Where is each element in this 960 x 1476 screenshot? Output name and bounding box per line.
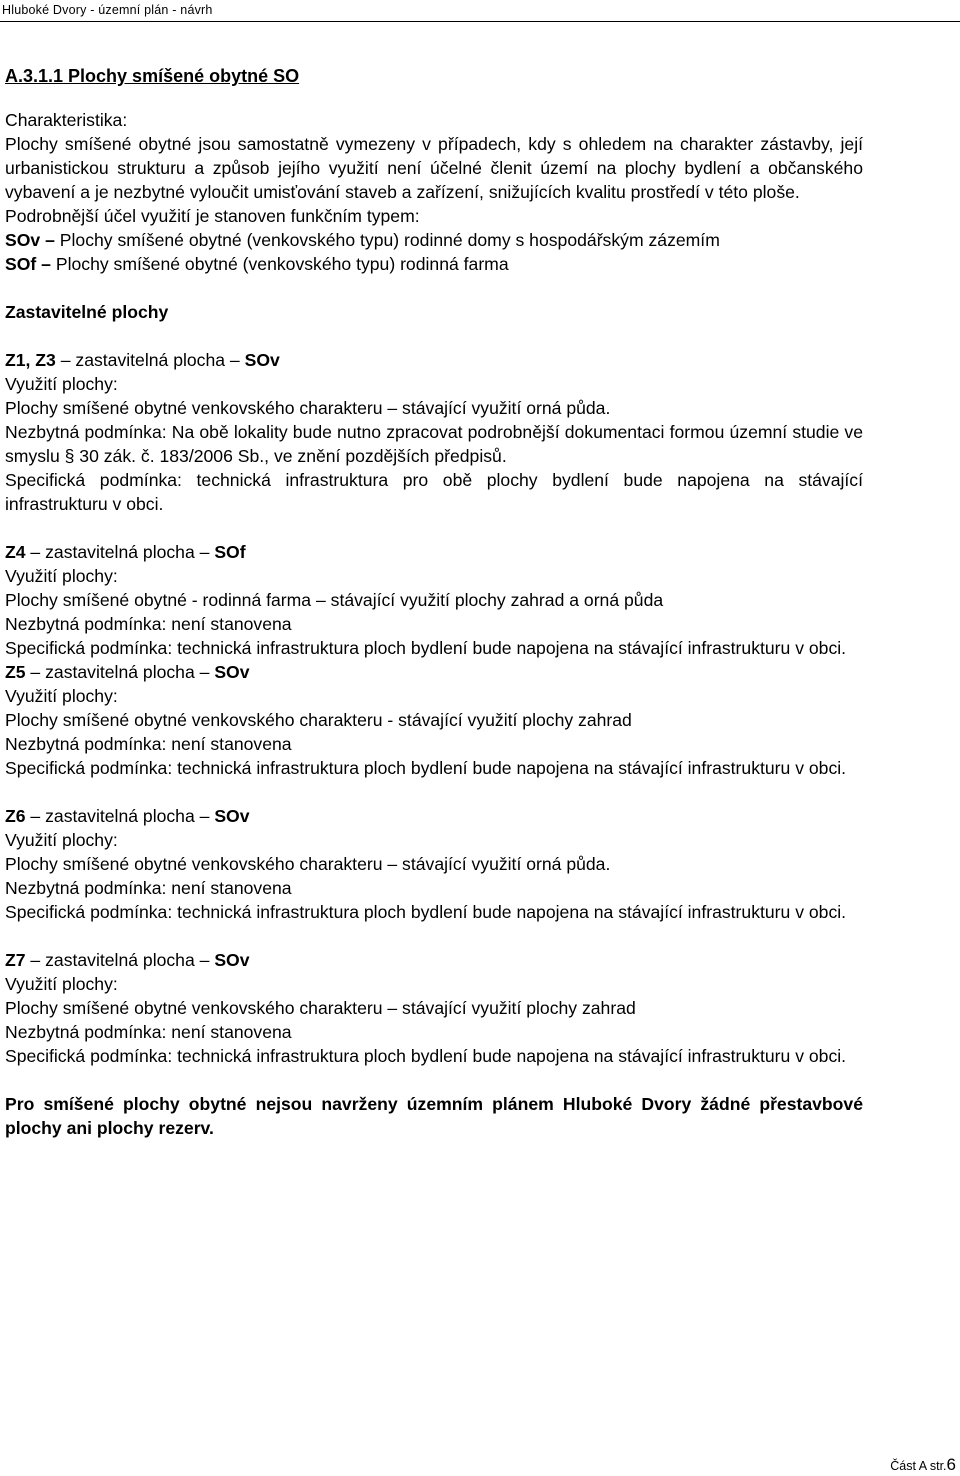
zone-condition: Nezbytná podmínka: není stanovena: [5, 1022, 292, 1042]
zastavitelne-heading: Zastavitelné plochy: [5, 302, 169, 322]
subtype-dash: –: [40, 230, 60, 250]
zone-mid: – zastavitelná plocha –: [25, 806, 215, 826]
subtype-text: Plochy smíšené obytné (venkovského typu) rodinná farma: [55, 254, 509, 274]
spacer: [5, 324, 863, 348]
conclusion-text: Pro smíšené plochy obytné nejsou navrženy územním plánem Hluboké Dvory žádné přestavbové plochy ani plochy rezerv.: [5, 1094, 863, 1138]
spacer: [5, 780, 863, 804]
zone-block-z4: [5, 540, 863, 660]
zone-usage-text: Plochy smíšené obytné venkovského charakteru – stávající využití orná půda.: [5, 854, 611, 874]
zone-block-z5: [5, 660, 863, 780]
zone-usage-text: Plochy smíšené obytné venkovského charakteru – stávající využití orná půda.: [5, 398, 611, 418]
page-header: Hluboké Dvory - územní plán - návrh: [2, 3, 213, 17]
zone-usage-label: Využití plochy:: [5, 974, 118, 994]
subtype-code: SOf: [5, 254, 37, 274]
zone-heading: [5, 348, 863, 372]
zone-codes: Z6: [5, 806, 26, 826]
zone-usage-text: Plochy smíšené obytné venkovského charakteru - stávající využití plochy zahrad: [5, 710, 632, 730]
subtype-code: SOv: [5, 230, 41, 250]
zone-usage-text: Plochy smíšené obytné venkovského charakteru – stávající využití plochy zahrad: [5, 998, 636, 1018]
zone-heading: [5, 540, 863, 564]
spacer: [5, 924, 863, 948]
zone-codes: Z5: [5, 662, 26, 682]
characteristic-text: Plochy smíšené obytné jsou samostatně vymezeny v případech, kdy s ohledem na charakter zástavby, její urbanistickou strukturu a způsob jejího využití není účelné členit území na plochy bydlení a občanského vybavení a je nezbytné vyloučit umisťování staveb a zařízení, snižujících kvalitu prostředí v této ploše.: [5, 134, 863, 202]
zone-block-z7: [5, 948, 863, 1068]
spacer: [5, 1068, 863, 1092]
subtype-sov: [5, 228, 863, 252]
zone-usage-label: Využití plochy:: [5, 686, 118, 706]
spacer: [5, 276, 863, 300]
zone-type: SOv: [214, 806, 250, 826]
zone-usage-label: Využití plochy:: [5, 374, 118, 394]
zone-condition: Nezbytná podmínka: není stanovena: [5, 614, 292, 634]
footer-part-label: Část A str.: [890, 1459, 947, 1473]
zone-type: SOv: [244, 350, 280, 370]
zone-type: SOv: [214, 662, 250, 682]
subtype-dash: –: [36, 254, 56, 274]
zone-specific: Specifická podmínka: technická infrastruktura pro obě plochy bydlení bude napojena na stávající infrastrukturu v obci.: [5, 470, 863, 514]
zone-codes: Z4: [5, 542, 26, 562]
subtype-intro: Podrobnější účel využití je stanoven funkčním typem:: [5, 206, 420, 226]
zone-heading: [5, 660, 863, 684]
page-footer: [890, 1455, 956, 1474]
zone-block-z6: [5, 804, 863, 924]
zone-codes: Z7: [5, 950, 26, 970]
page-number: 6: [946, 1455, 956, 1474]
document-content: [5, 64, 863, 1140]
zone-condition: Nezbytná podmínka: Na obě lokality bude nutno zpracovat podrobnější dokumentaci formou územní studie ve smyslu § 30 zák. č. 183/2006 Sb., ve znění pozdějších předpisů.: [5, 422, 863, 466]
zone-type: SOf: [214, 542, 246, 562]
zone-specific: Specifická podmínka: technická infrastruktura ploch bydlení bude napojena na stávající infrastrukturu v obci.: [5, 1046, 847, 1066]
section-title: A.3.1.1 Plochy smíšené obytné SO: [5, 66, 300, 86]
zone-usage-label: Využití plochy:: [5, 830, 118, 850]
subtype-text: Plochy smíšené obytné (venkovského typu) rodinné domy s hospodářským zázemím: [59, 230, 720, 250]
zone-type: SOv: [214, 950, 250, 970]
zone-codes: Z1, Z3: [5, 350, 56, 370]
zone-heading: [5, 804, 863, 828]
zone-specific: Specifická podmínka: technická infrastruktura ploch bydlení bude napojena na stávající infrastrukturu v obci.: [5, 638, 847, 658]
zone-condition: Nezbytná podmínka: není stanovena: [5, 734, 292, 754]
zone-block-z1-z3: [5, 348, 863, 516]
spacer: [5, 516, 863, 540]
zone-specific: Specifická podmínka: technická infrastruktura ploch bydlení bude napojena na stávající infrastrukturu v obci.: [5, 902, 847, 922]
zone-mid: – zastavitelná plocha –: [25, 950, 215, 970]
zone-usage-text: Plochy smíšené obytné - rodinná farma – stávající využití plochy zahrad a orná půda: [5, 590, 664, 610]
header-rule: [0, 21, 960, 22]
zone-specific: Specifická podmínka: technická infrastruktura ploch bydlení bude napojena na stávající infrastrukturu v obci.: [5, 758, 847, 778]
zone-mid: – zastavitelná plocha –: [55, 350, 245, 370]
zone-condition: Nezbytná podmínka: není stanovena: [5, 878, 292, 898]
zone-mid: – zastavitelná plocha –: [25, 542, 215, 562]
zone-mid: – zastavitelná plocha –: [25, 662, 215, 682]
subtype-sof: [5, 252, 863, 276]
zone-usage-label: Využití plochy:: [5, 566, 118, 586]
zone-heading: [5, 948, 863, 972]
characteristic-label: Charakteristika:: [5, 110, 128, 130]
